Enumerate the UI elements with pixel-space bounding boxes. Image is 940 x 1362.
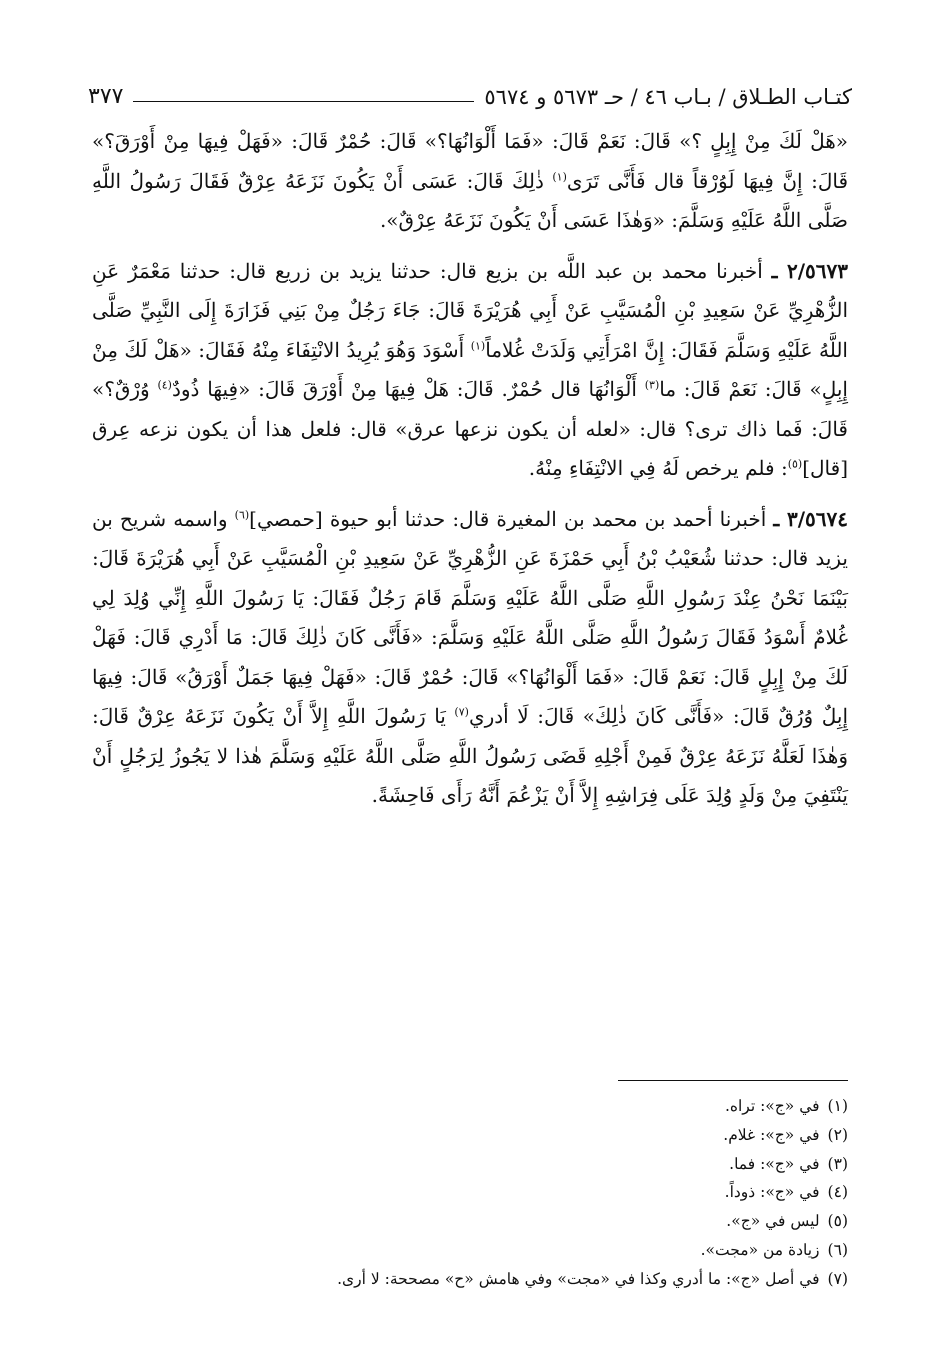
footnote-text: زيادة من «مجت». <box>700 1240 820 1259</box>
footnote-marker: (٦) <box>234 507 250 521</box>
footnote-marker: (٣) <box>644 378 660 392</box>
footnote-marker: (١) <box>470 338 486 352</box>
footnote-item <box>92 1121 848 1150</box>
hadith-number: ٣/٥٦٧٤ ـ <box>773 506 848 531</box>
running-header <box>88 74 852 108</box>
text-segment: : فلم يرخص لَهُ فِي الانْتِفَاءِ مِنْهُ. <box>528 456 788 480</box>
footnote-text: في «ج»: ذوداً. <box>724 1183 820 1202</box>
footnote-number: (٦) <box>827 1240 848 1259</box>
footnote-text: في «ج»: غلام. <box>723 1125 820 1144</box>
footnote-text: في «ج»: تراه. <box>724 1097 820 1115</box>
hadith-number: ٢/٥٦٧٣ ـ <box>771 258 848 283</box>
footnote-number: (٤) <box>827 1183 848 1202</box>
text-segment: يَا رَسُولَ اللَّهِ إِلاَّ أَنْ يَكُونَ نَزَعَهُ عِرْقٌ قَالَ: وَهٰذَا لَعَلَّهُ نَزَعَهُ عِرْقٌ فَمِنْ أَجْلِهِ قَضَى رَسُولُ اللَّهِ صَلَّى اللَّهُ عَلَيْهِ وَسَلَّمَ هٰذا لا يَجُوزُ لِرَجُلٍ أَنْ يَنْتَفِيَ مِنْ وَلَدٍ وُلِدَ عَلَى فِرَاشِهِ إِلاَّ أَنْ يَزْعُمَ أَنَّهُ رَأَى فَاحِشَةً. <box>92 704 848 807</box>
footnote-text: في أصل «ج»: ما أدري وكذا في «مجت» وفي هامش «ح» مصححة: لا أرى. <box>337 1269 820 1288</box>
footnote-marker: (٥) <box>787 457 803 471</box>
footnote-marker: (٤) <box>157 378 172 392</box>
footnote-number: (٥) <box>827 1212 848 1231</box>
main-text <box>92 122 848 816</box>
footnote-number: (٢) <box>827 1125 848 1144</box>
chapter-title: كتـاب الطـلاق / بـاب ٤٦ / حـ ٥٦٧٣ و ٥٦٧٤ <box>484 85 852 109</box>
text-segment: أخبرنا محمد بن عبد اللَّه بن بزيع قال: حدثنا يزيد بن زريع قال: حدثنا مَعْمَرٌ عَنِ الزُّهْرِيِّ عَنْ سَعِيدِ بْنِ الْمُسَيَّبِ عَنْ أَبِي هُرَيْرَةَ قَالَ: جَاءَ رَجُلٌ مِنْ بَنِي فَزَارَةَ إِلَى النَّبِيِّ صَلَّى اللَّهُ عَلَيْهِ وَسَلَّمَ فَقَالَ: إِنَّ امْرَأَتِي وَلَدَتْ غُلاماً <box>92 258 848 362</box>
footnote-marker: (١) <box>552 169 567 183</box>
text-segment: واسمه شريح بن يزيد قال: حدثنا شُعَيْبُ بْنُ أَبِي حَمْزَةَ عَنِ الزُّهْرِيِّ عَنْ سَعِيدِ بْنِ الْمُسَيَّبِ عَنْ أَبِي هُرَيْرَةَ قَالَ: بَيْنَمَا نَحْنُ عِنْدَ رَسُولِ اللَّهِ صَلَّى اللَّهُ عَلَيْهِ وَسَلَّمَ قَامَ رَجُلٌ فَقَالَ: يَا رَسُولَ اللَّهِ إِنِّي وُلِدَ لِي غُلامٌ أَسْوَدُ فَقَالَ رَسُولُ اللَّهِ صَلَّى اللَّهُ عَلَيْهِ وَسَلَّمَ: «فَأَنَّى كَانَ ذٰلِكَ قَالَ: مَا أَدْرِي قَالَ: فَهَلْ لَكَ مِنْ إِبِلٍ قَالَ: نَعَمْ قَالَ: «فَمَا أَلْوَانُهَا؟» قَالَ: حُمْرٌ قَالَ: «فَهَلْ فِيهَا جَمَلٌ أَوْرَقُ» قَالَ: فِيهَا إِبِلٌ وُرُقٌ قَالَ: «فَأَنَّى كَانَ ذٰلِكَ» قَالَ: لَا أدري <box>92 506 849 728</box>
footnotes-list <box>92 1092 848 1294</box>
footnote-item <box>92 1150 848 1179</box>
text-segment: ذٰلِكَ قَالَ: عَسَى أَنْ يَكُونَ نَزَعَهُ عِرْقٌ فَقَالَ رَسُولُ اللَّهِ صَلَّى اللَّهُ عَلَيْهِ وَسَلَّمَ: «وَهٰذَا عَسَى أَنْ يَكُونَ نَزَعَهُ عِرْقٌ». <box>92 168 848 232</box>
text-segment: وُرْقٌ؟» قَالَ: فَما ذاك ترى؟ قال: «لعله أن يكون نزعها عرق» قال: فلعل هذا أن يكون نزعه عِرق [قال] <box>92 377 848 480</box>
text-segment: أخبرنا أحمد بن محمد بن المغيرة قال: حدثنا أبو حيوة [حمصي] <box>249 506 774 531</box>
footnote-item <box>92 1236 848 1265</box>
footnote-marker: (٧) <box>454 705 469 719</box>
footnote-number: (٣) <box>827 1154 848 1173</box>
hadith-paragraph-continuation <box>92 122 848 241</box>
text-segment: أَسْوَدَ وَهُوَ يُرِيدُ الانْتِفَاءَ مِنْهُ فَقَالَ: «هَلْ لَكَ مِنْ إِبِلٍ» قَالَ: نَعَمْ قَالَ: ما <box>92 337 848 401</box>
hadith-paragraph-5674 <box>92 500 848 816</box>
footnote-separator <box>618 1080 848 1081</box>
text-segment: أَلْوَانُهَا قال حُمْرٌ. قَالَ: هَلْ فِيهَا مِنْ أَوْرَقَ قَالَ: «فِيهَا ذُودٌ <box>171 377 645 401</box>
header-rule <box>133 101 474 102</box>
page-number: ٣٧٧ <box>88 84 124 109</box>
text-segment: «هَلْ لَكَ مِنْ إِبِلٍ ؟» قَالَ: نَعَمْ قَالَ: «فَمَا أَلْوَانُهَا؟» قَالَ: حُمْرٌ قَالَ: «فَهَلْ فِيهَا مِنْ أَوْرَقَ؟» قَالَ: إِنَّ فِيهَا لَوُرْقاً قال فَأَنَّى تَرَى <box>92 129 849 193</box>
hadith-paragraph-5673 <box>92 252 848 489</box>
footnote-item <box>92 1092 848 1121</box>
footnote-text: ليس في «ج». <box>726 1212 820 1231</box>
footnote-item <box>92 1265 848 1294</box>
footnote-number: (١) <box>827 1097 848 1115</box>
footnote-item <box>92 1178 848 1207</box>
footnote-number: (٧) <box>827 1269 848 1288</box>
footnote-item <box>92 1207 848 1236</box>
footnote-text: في «ج»: فما. <box>729 1154 820 1173</box>
